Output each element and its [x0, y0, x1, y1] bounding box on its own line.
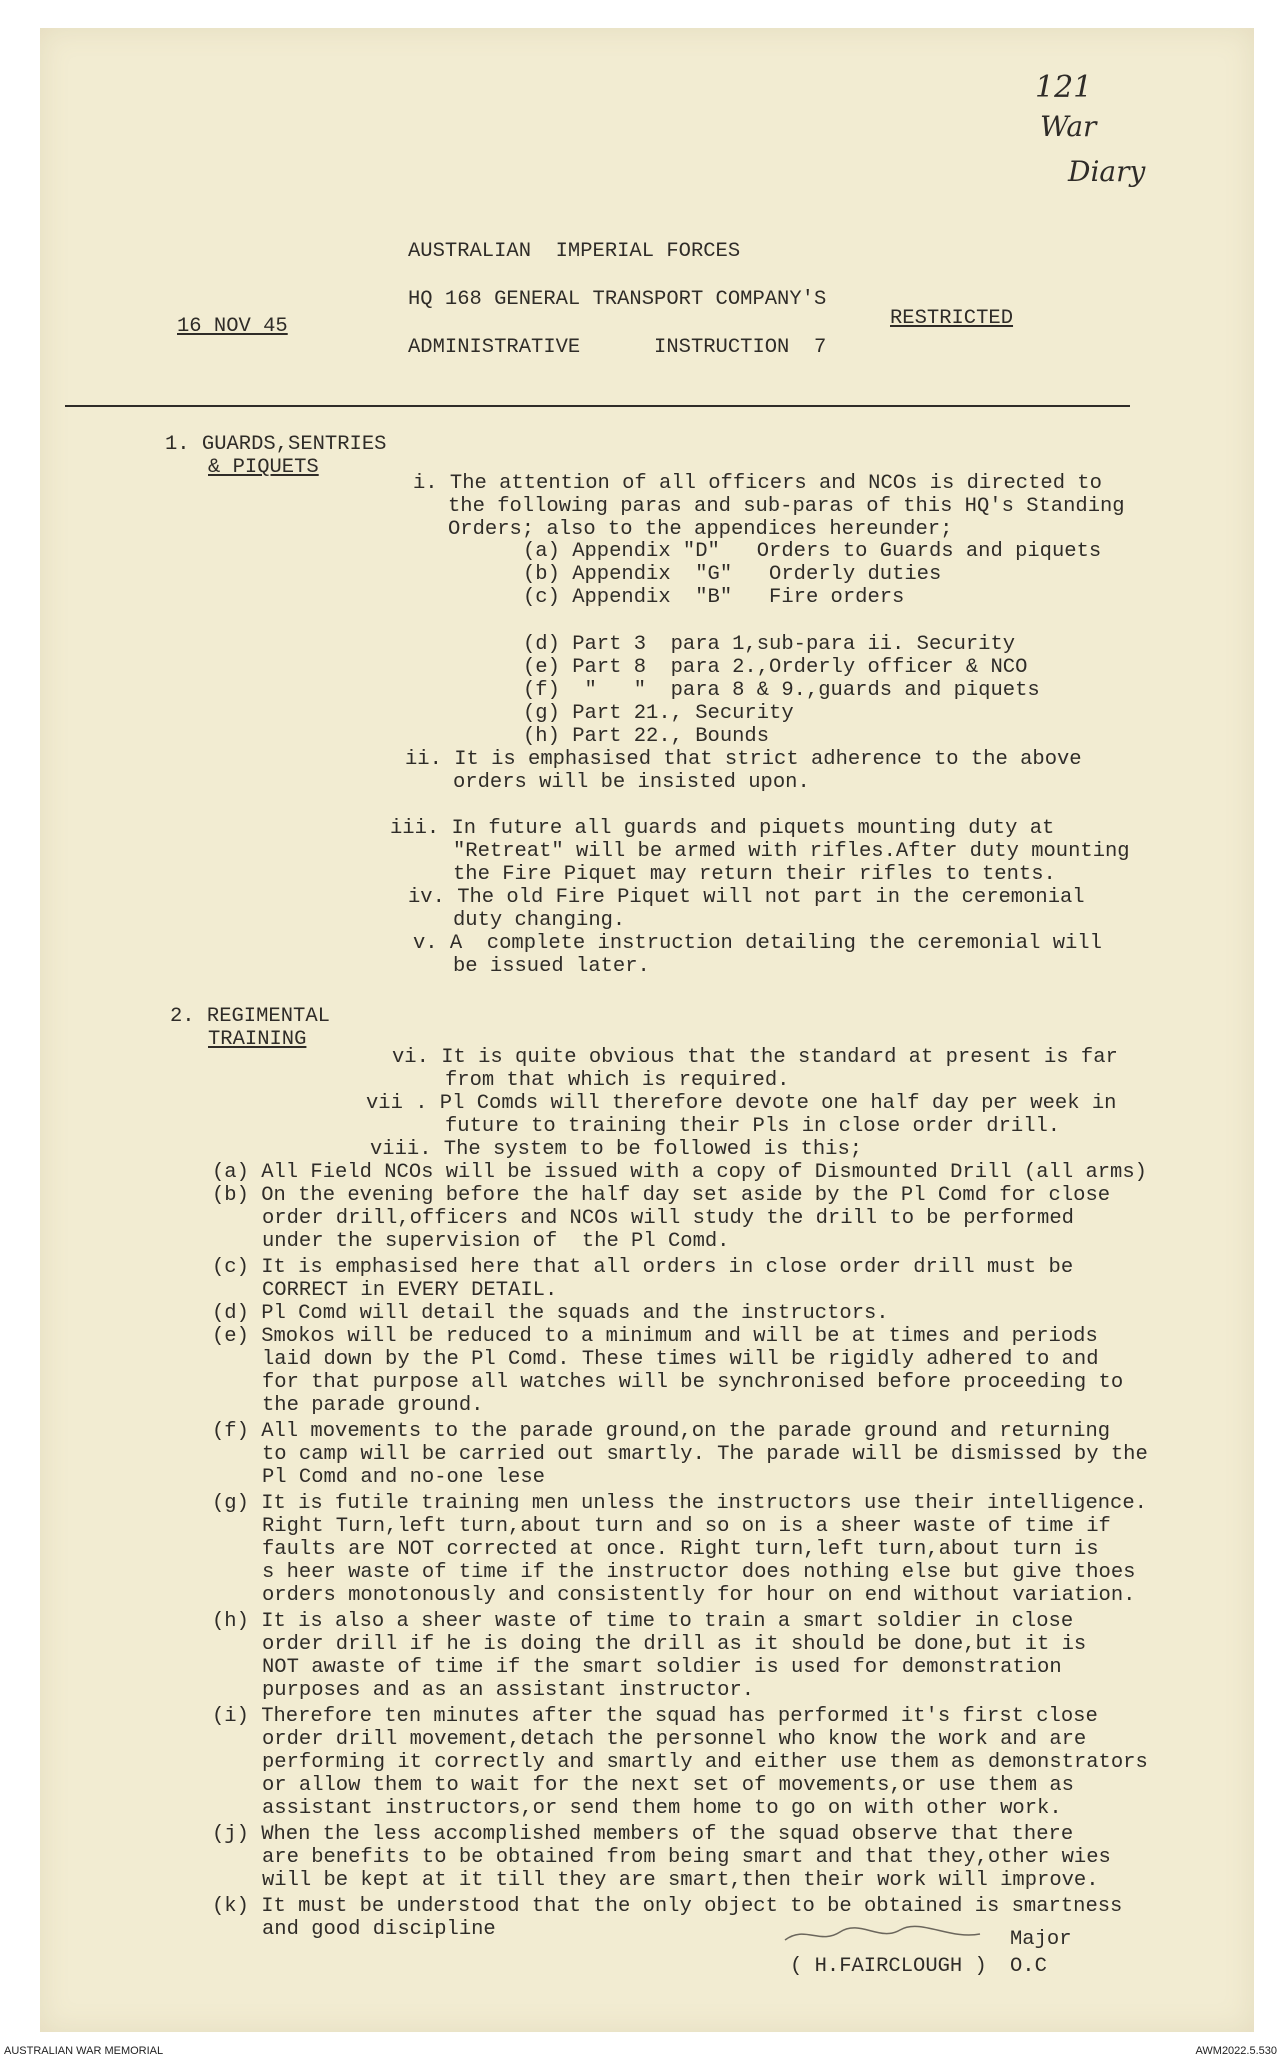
- classification-label: RESTRICTED: [890, 307, 1014, 330]
- s2-line: Pl Comd and no-one lese: [262, 1466, 545, 1489]
- s2-line: laid down by the Pl Comd. These times will be rigidly adhered to and: [262, 1348, 1099, 1371]
- s2-line: viii. The system to be followed is this;: [370, 1138, 863, 1161]
- s1-line: iv. The old Fire Piquet will not part in the ceremonial: [408, 886, 1085, 909]
- s1-line: (a) Appendix "D" Orders to Guards and piquets: [523, 540, 1102, 563]
- unit-name: HQ 168 GENERAL TRANSPORT COMPANY'S: [408, 288, 827, 311]
- document-title: AUSTRALIAN IMPERIAL FORCES: [408, 240, 741, 263]
- s2-line: order drill,officers and NCOs will study the drill to be performed: [262, 1207, 1074, 1230]
- signature-rank: Major: [1010, 1928, 1072, 1951]
- s2-line: to camp will be carried out smartly. The parade will be dismissed by the: [262, 1443, 1148, 1466]
- s2-line: vii . Pl Comds will therefore devote one half day per week in: [366, 1092, 1117, 1115]
- s2-line: for that purpose all watches will be synchronised before proceeding to: [262, 1371, 1124, 1394]
- s2-line: assistant instructors,or send them home to go on with other work.: [262, 1797, 1062, 1820]
- s1-line: (c) Appendix "B" Fire orders: [523, 586, 905, 609]
- instruction-number: ADMINISTRATIVE INSTRUCTION 7: [408, 336, 827, 359]
- s1-line: duty changing.: [453, 909, 626, 932]
- s2-line: (e) Smokos will be reduced to a minimum and will be at times and periods: [212, 1325, 1098, 1348]
- signature-mark: [780, 1920, 1020, 1950]
- s2-line: (b) On the evening before the half day set aside by the Pl Comd for close: [212, 1184, 1111, 1207]
- s1-line: (f) " " para 8 & 9.,guards and piquets: [523, 679, 1040, 702]
- handwritten-number: 121: [1035, 70, 1093, 105]
- s2-line: (h) It is also a sheer waste of time to train a smart soldier in close: [212, 1610, 1074, 1633]
- s2-line: the parade ground.: [262, 1394, 484, 1417]
- s1-line: v. A complete instruction detailing the ceremonial will: [413, 932, 1102, 955]
- s2-line: (j) When the less accomplished members of the squad observe that there: [212, 1823, 1074, 1846]
- s2-line: (g) It is futile training men unless the instructors use their intelligence.: [212, 1492, 1147, 1515]
- s2-line: CORRECT in EVERY DETAIL.: [262, 1279, 558, 1302]
- s2-line: order drill if he is doing the drill as it should be done,but it is: [262, 1633, 1087, 1656]
- s2-line: vi. It is quite obvious that the standard at present is far: [392, 1046, 1118, 1069]
- s2-line: (i) Therefore ten minutes after the squad has performed it's first close: [212, 1705, 1098, 1728]
- s2-line: orders monotonously and consistently for hour on end without variation.: [262, 1584, 1136, 1607]
- s2-line: will be kept at it till they are smart,then their work will improve.: [262, 1869, 1099, 1892]
- s1-line: (d) Part 3 para 1,sub-para ii. Security: [523, 633, 1016, 656]
- s2-line: order drill movement,detach the personnel who know the work and are: [262, 1728, 1087, 1751]
- s1-line: the Fire Piquet may return their rifles to tents.: [453, 863, 1056, 886]
- section2-heading-cont: TRAINING: [208, 1028, 307, 1051]
- s1-line: i. The attention of all officers and NCOs is directed to: [413, 472, 1102, 495]
- s2-line: are benefits to be obtained from being smart and that they,other wies: [262, 1846, 1111, 1869]
- s2-line: under the supervision of the Pl Comd.: [262, 1230, 730, 1253]
- s1-line: (b) Appendix "G" Orderly duties: [523, 563, 942, 586]
- signature-name: ( H.FAIRCLOUGH ): [790, 1955, 987, 1978]
- footer-reference: AWM2022.5.530: [1195, 2045, 1277, 2057]
- section1-heading-cont: & PIQUETS: [208, 456, 319, 479]
- s2-line: (f) All movements to the parade ground,on the parade ground and returning: [212, 1420, 1111, 1443]
- document-date: 16 NOV 45: [177, 315, 288, 338]
- s2-line: (d) Pl Comd will detail the squads and the instructors.: [212, 1302, 889, 1325]
- s2-line: faults are NOT corrected at once. Right turn,left turn,about turn is: [262, 1538, 1099, 1561]
- s2-line: or allow them to wait for the next set of movements,or use them as: [262, 1774, 1074, 1797]
- s2-line: NOT awaste of time if the smart soldier is used for demonstration: [262, 1656, 1062, 1679]
- s1-line: "Retreat" will be armed with rifles.After duty mounting: [453, 840, 1130, 863]
- handwritten-diary: Diary: [1068, 155, 1146, 188]
- signature-appointment: O.C: [1010, 1955, 1047, 1978]
- footer-source: AUSTRALIAN WAR MEMORIAL: [4, 2045, 164, 2057]
- s2-line: purposes and as an assistant instructor.: [262, 1679, 755, 1702]
- section1-heading: 1. GUARDS,SENTRIES: [165, 433, 387, 456]
- s2-line: s heer waste of time if the instructor does nothing else but give thoes: [262, 1561, 1136, 1584]
- s1-line: Orders; also to the appendices hereunder;: [448, 518, 953, 541]
- s2-line: (a) All Field NCOs will be issued with a copy of Dismounted Drill (all arms): [212, 1161, 1147, 1184]
- s1-line: (h) Part 22., Bounds: [523, 725, 770, 748]
- s2-line: (k) It must be understood that the only object to be obtained is smartness: [212, 1895, 1123, 1918]
- handwritten-war: War: [1040, 110, 1097, 143]
- s2-line: (c) It is emphasised here that all orders in close order drill must be: [212, 1256, 1074, 1279]
- s1-line: orders will be insisted upon.: [453, 771, 810, 794]
- header-divider: [65, 405, 1130, 407]
- s2-line: from that which is required.: [445, 1069, 790, 1092]
- s1-line: ii. It is emphasised that strict adherence to the above: [405, 748, 1082, 771]
- s1-line: (g) Part 21., Security: [523, 702, 794, 725]
- s1-line: (e) Part 8 para 2.,Orderly officer & NCO: [523, 656, 1028, 679]
- section2-heading: 2. REGIMENTAL: [170, 1005, 330, 1028]
- s1-line: the following paras and sub-paras of this HQ's Standing: [448, 495, 1125, 518]
- s1-line: be issued later.: [453, 955, 650, 978]
- s2-line: future to training their Pls in close order drill.: [445, 1115, 1061, 1138]
- s2-line: performing it correctly and smartly and either use them as demonstrators: [262, 1751, 1148, 1774]
- s2-line: and good discipline: [262, 1918, 496, 1941]
- s2-line: Right Turn,left turn,about turn and so on is a sheer waste of time if: [262, 1515, 1111, 1538]
- s1-line: iii. In future all guards and piquets mounting duty at: [390, 817, 1055, 840]
